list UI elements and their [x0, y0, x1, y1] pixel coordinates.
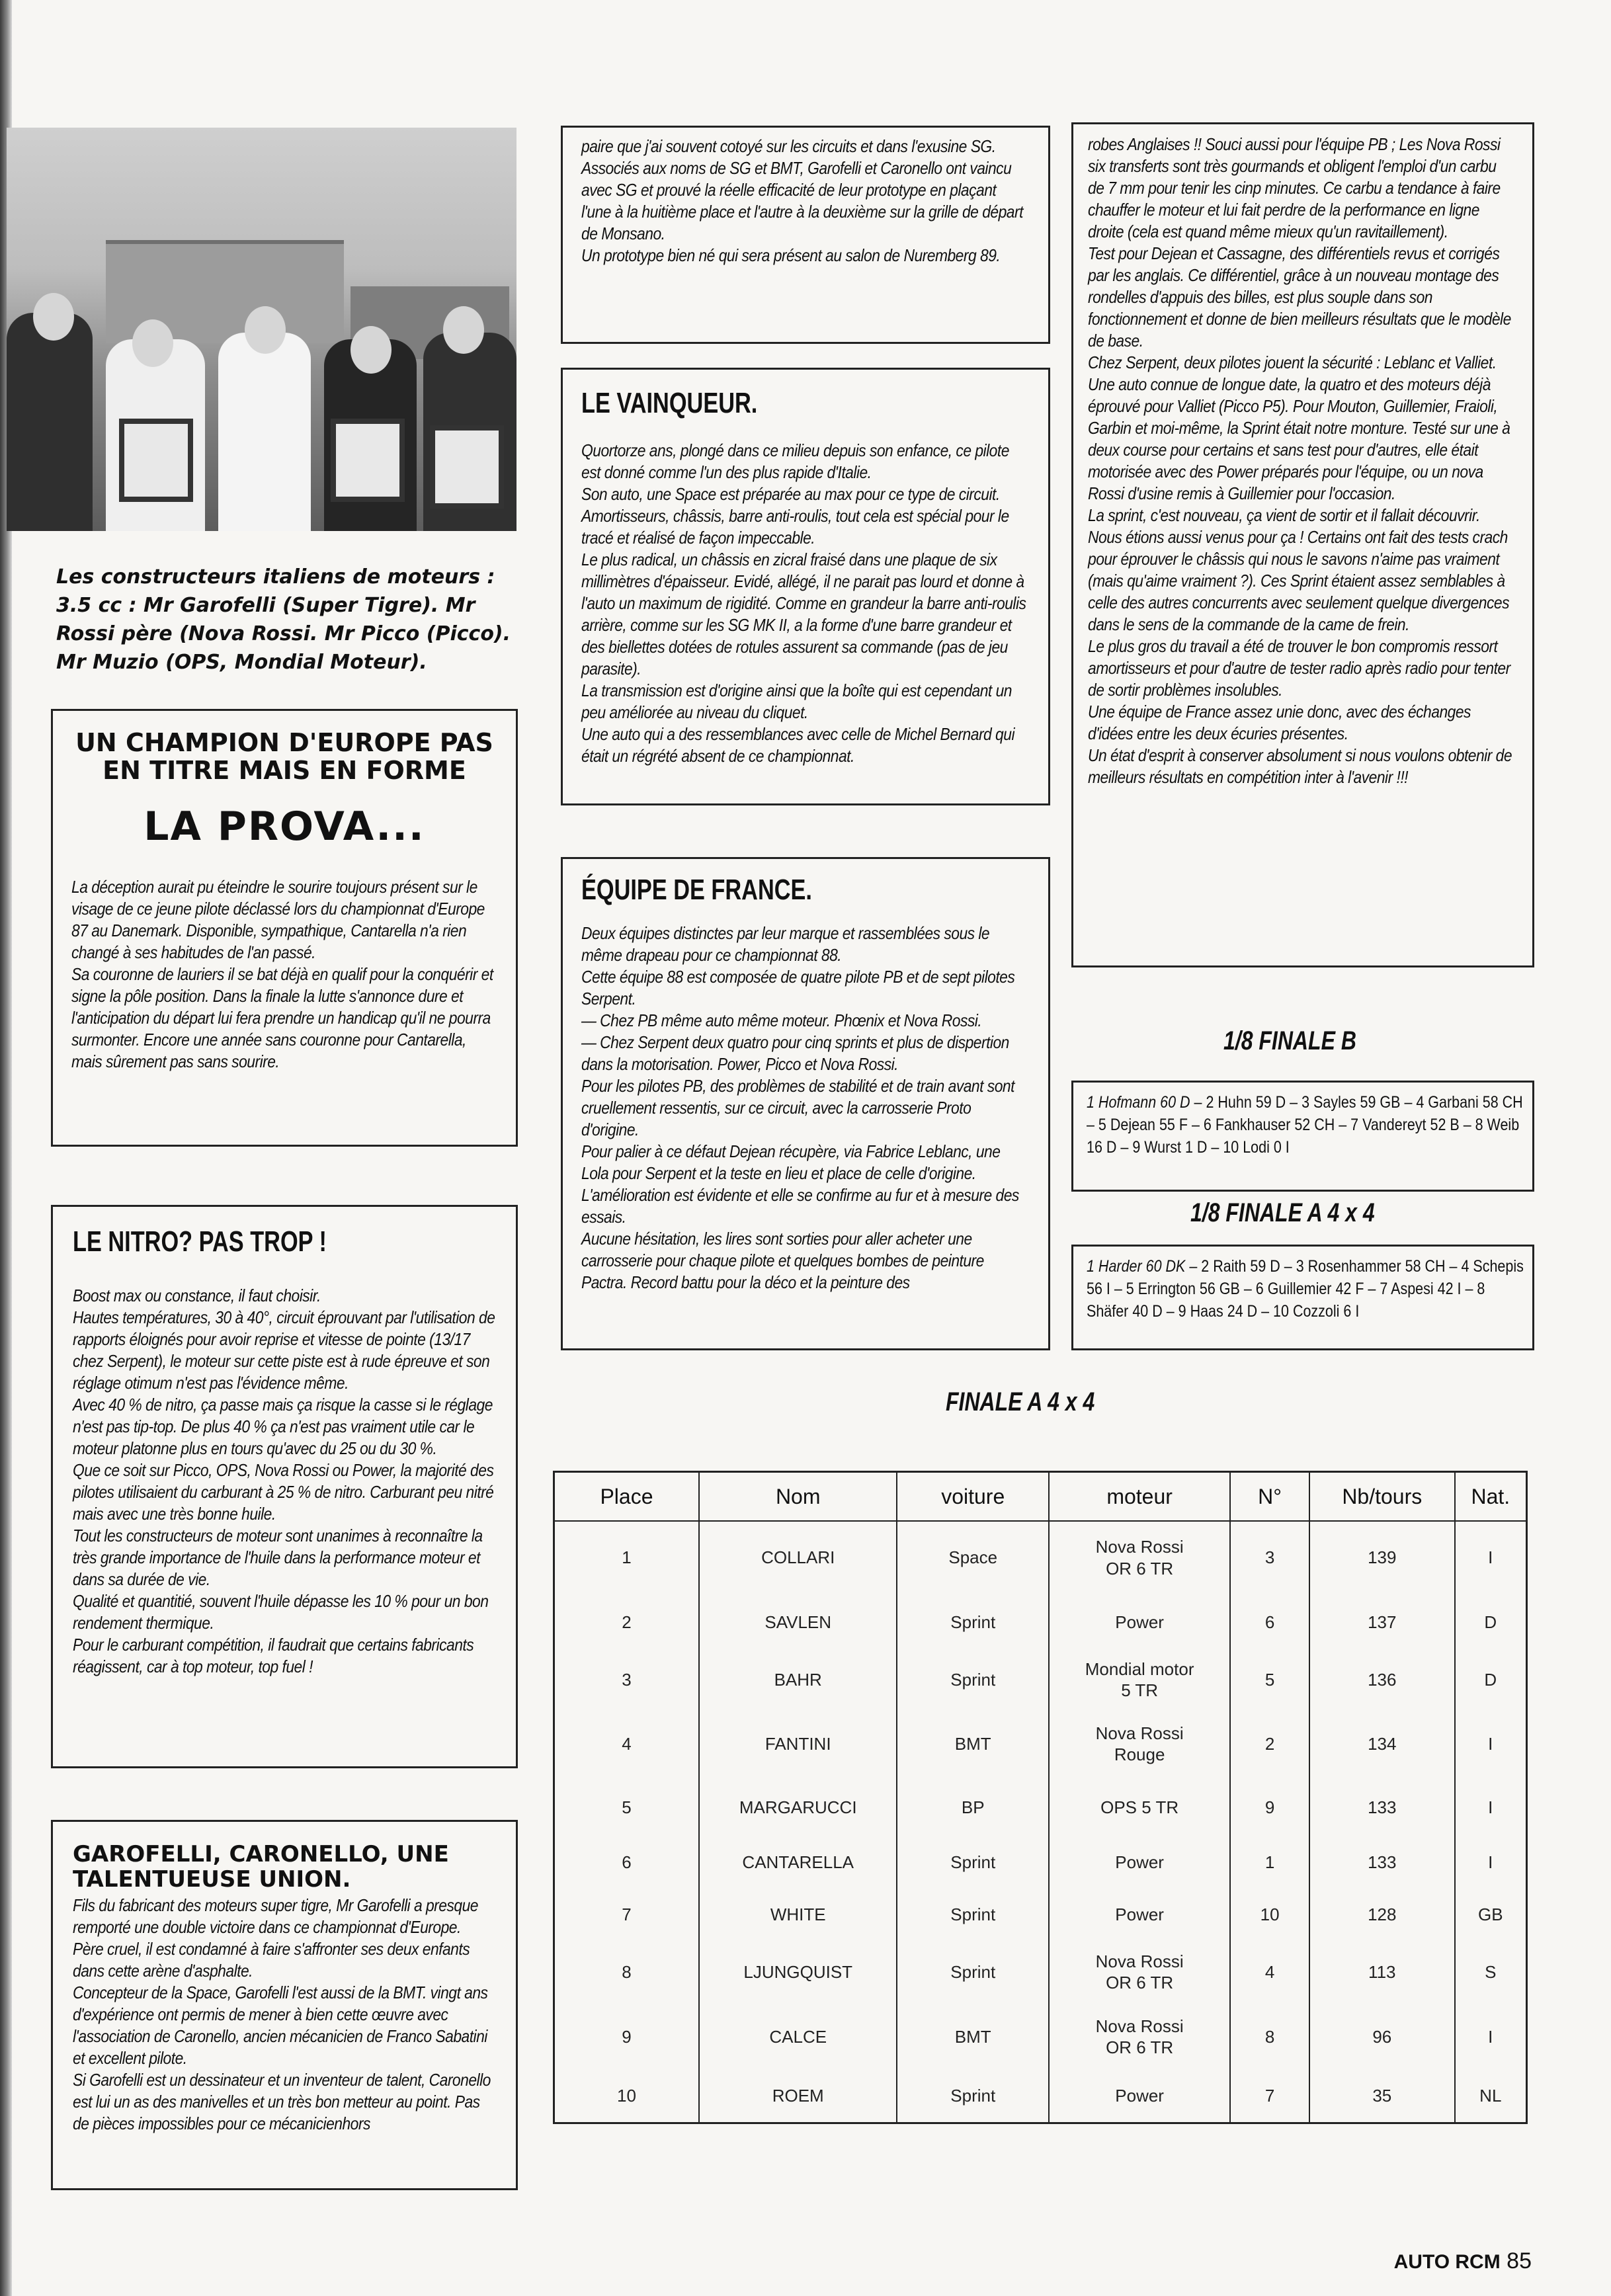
table-cell: 113	[1309, 1940, 1455, 2004]
vainqueur-box	[561, 368, 1050, 805]
table-cell: Power	[1049, 2070, 1230, 2123]
table-cell: I	[1455, 1836, 1527, 1889]
paragraph: Une équipe de France assez unie donc, avec des échanges d'idées entre les deux écuries présentes.	[1088, 702, 1471, 744]
table-cell: 9	[1230, 1779, 1309, 1836]
trophy-plaque	[119, 419, 193, 502]
paragraph: Qualité et quantitié, souvent l'huile dépasse les 10 % pour un bon rendement thermique.	[73, 1591, 489, 1633]
table-cell: I	[1455, 1521, 1527, 1594]
table-cell: 6	[1230, 1594, 1309, 1651]
garofelli-text	[73, 1895, 499, 2135]
table-cell: SAVLEN	[699, 1594, 897, 1651]
table-cell: 134	[1309, 1709, 1455, 1779]
photo-person	[218, 333, 311, 531]
finale-a-box	[1071, 1245, 1534, 1350]
paragraph: — Chez PB même auto même moteur. Phœnix et Nova Rossi.	[581, 1010, 982, 1031]
table-cell: 10	[554, 2070, 699, 2123]
table-cell: BMT	[897, 2004, 1048, 2070]
finale-b-title: 1/8 FINALE B	[1223, 1026, 1356, 1055]
trophy-plaque	[331, 419, 405, 502]
table-cell: 133	[1309, 1779, 1455, 1836]
table-cell: 133	[1309, 1836, 1455, 1889]
podium-photo	[7, 128, 516, 531]
paragraph: Sa couronne de lauriers il se bat déjà en qualif pour la conquérir et signe la pôle position. Dans la finale la lutte s'annonce dure et l'anticipation du départ lui fera prendre un handicap qu'il ne pourra surmonter. Encore une année sans couronne pour Cantarella, mais sûrement pas sans sourire.	[71, 964, 493, 1071]
table-cell: Sprint	[897, 1889, 1048, 1940]
table-row	[554, 1836, 1527, 1889]
paragraph: Aucune hésitation, les lires sont sorties pour aller acheter une carrosserie pour chaque pilote et quelques bombes de peinture Pactra. Record battu pour la déco et la peinture des	[581, 1229, 984, 1293]
table-cell: S	[1455, 1940, 1527, 2004]
table-cell: 136	[1309, 1651, 1455, 1709]
table-cell: 4	[1230, 1940, 1309, 2004]
table-cell: 10	[1230, 1889, 1309, 1940]
sg-box	[561, 126, 1050, 344]
vainqueur-title: LE VAINQUEUR.	[581, 387, 758, 419]
table-header-cell: moteur	[1049, 1472, 1230, 1522]
table-header-cell: Nom	[699, 1472, 897, 1522]
finale-a-others: – 2 Raith 59 D – 3 Rosenhammer 58 CH – 4 Schepis 56 I – 5 Errington 56 GB – 6 Guillemier 42 F – 7 Aspesi 42 I – 8 Shäfer 40 D – 9 Haas 24 D – 10 Cozzoli 6 I	[1087, 1257, 1524, 1321]
table-cell: Sprint	[897, 2070, 1048, 2123]
table-row	[554, 1594, 1527, 1651]
table-cell: 4	[554, 1709, 699, 1779]
sg-text	[581, 136, 1028, 266]
table-cell: Nova Rossi Rouge	[1049, 1709, 1230, 1779]
paragraph: Père cruel, il est condamné à faire s'affronter ses deux enfants dans cette arène d'asphalte.	[73, 1939, 470, 1981]
equipe-title: ÉQUIPE DE FRANCE.	[581, 874, 812, 906]
table-cell: NL	[1455, 2070, 1527, 2123]
table-cell: Power	[1049, 1836, 1230, 1889]
paragraph: Concepteur de la Space, Garofelli l'est aussi de la BMT. vingt ans d'expérience ont permis de mener à bien cette œuvre avec l'association de Caronello, ancien mécanicien de Franco Sabatini et excellent pilote.	[73, 1983, 488, 2069]
champion-heading: UN CHAMPION D'EUROPE PAS EN TITRE MAIS EN FORME	[75, 728, 493, 785]
table-header-cell: Place	[554, 1472, 699, 1522]
table-cell: Nova Rossi OR 6 TR	[1049, 1940, 1230, 2004]
table-cell: I	[1455, 1709, 1527, 1779]
table-cell: 7	[554, 1889, 699, 1940]
table-cell: 8	[1230, 2004, 1309, 2070]
table-cell: CANTARELLA	[699, 1836, 897, 1889]
paragraph: La transmission est d'origine ainsi que la boîte qui est cependant un peu améliorée au niveau du cliquet.	[581, 680, 1012, 723]
paragraph: Pour palier à ce défaut Dejean récupère, via Fabrice Leblanc, une Lola pour Serpent et la teste en lieu et place de celle d'origine. L'amélioration est évidente et elle se confirme au fur et à mesure des essais.	[581, 1141, 1019, 1227]
table-cell: BAHR	[699, 1651, 897, 1709]
table-cell: OPS 5 TR	[1049, 1779, 1230, 1836]
finale-b-winner: 1 Hofmann 60 D	[1087, 1093, 1190, 1112]
paragraph: Test pour Dejean et Cassagne, des différentiels revus et corrigés par les anglais. Ce différentiel, grâce à un nouveau montage des rondelles d'appuis des billes, est plus souple dans son fonctionnement et donne de bien meilleurs résultats que le modèle de base.	[1088, 243, 1511, 351]
table-cell: 2	[554, 1594, 699, 1651]
paragraph: Le plus gros du travail a été de trouver le bon compromis ressort amortisseurs et pour d'autre de tester radio après radio pour tenter de sortir problèmes insolubles.	[1088, 636, 1510, 700]
paragraph: Cette équipe 88 est composée de quatre pilote PB et de sept pilotes Serpent.	[581, 967, 1015, 1009]
paragraph: Associés aux noms de SG et BMT, Garofelli et Caronello ont vaincu avec SG et prouvé la réelle efficacité de leur prototype en plaçant l'une à la huitième place et l'autre à la deuxième sur la grille de départ de Monsano.	[581, 158, 1023, 244]
table-cell: GB	[1455, 1889, 1527, 1940]
table-row	[554, 1779, 1527, 1836]
paragraph: Un état d'esprit à conserver absolument si nous voulons obtenir de meilleurs résultats en compétition inter à l'avenir !!!	[1088, 745, 1512, 788]
paragraph: Le plus radical, un châssis en zicral fraisé dans une plaque de six millimètres d'épaisseur. Evidé, allégé, il ne parait pas lourd et donne à l'auto un maximum de rigidité. Comme en grandeur la barre anti-roulis arrière, comme sur les SG MK II, a la forme d'une barre grandeur et des biellettes dotées de rotules assurent sa commande (pas de jeu parasite).	[581, 550, 1026, 679]
photo-person	[7, 313, 93, 531]
paragraph: La déception aurait pu éteindre le sourire toujours présent sur le visage de ce jeune pilote déclassé lors du championnat d'Europe 87 au Danemark. Disponible, sympathique, Cantarella n'a rien changé à ses habitudes de l'an passé.	[71, 876, 485, 962]
finale-b-others: – 2 Huhn 59 D – 3 Sayles 59 GB – 4 Garbani 58 CH – 5 Dejean 55 F – 6 Fankhauser 52 CH – 7 Vandereyt 52 B – 8 Weib 16 D – 9 Wurst 1 D – 10 Lodi 0 I	[1087, 1093, 1523, 1157]
table-cell: BP	[897, 1779, 1048, 1836]
table-cell: 9	[554, 2004, 699, 2070]
paragraph: Tout les constructeurs de moteur sont unanimes à reconnaître la très grande importance de l'huile dans la performance moteur et dans sa durée de vie.	[73, 1526, 483, 1590]
photo-person	[245, 306, 286, 354]
table-cell: CALCE	[699, 2004, 897, 2070]
vainqueur-text	[581, 440, 1029, 767]
table-cell: 1	[554, 1521, 699, 1594]
finale-table-title: FINALE A 4 x 4	[946, 1387, 1095, 1416]
table-cell: 2	[1230, 1709, 1309, 1779]
nitro-text	[73, 1285, 499, 1678]
table-cell: I	[1455, 2004, 1527, 2070]
table-cell: 137	[1309, 1594, 1455, 1651]
table-cell: Sprint	[897, 1594, 1048, 1651]
photo-person	[351, 326, 392, 374]
paragraph: — Chez Serpent deux quatro pour cinq sprints et plus de dispertion dans la motorisation. Power, Picco et Nova Rossi.	[581, 1032, 1009, 1075]
table-cell: D	[1455, 1594, 1527, 1651]
paragraph: Boost max ou constance, il faut choisir.	[73, 1286, 321, 1305]
trophy-plaque	[430, 425, 504, 509]
table-row	[554, 1889, 1527, 1940]
paragraph: La sprint, c'est nouveau, ça vient de sortir et il fallait découvrir. Nous étions aussi venus pour ça ! Certains ont fait des tests crach pour éprouver le châssis qui nous le savons n'aime pas vraiment (mais qu'aime vraiment ?). Ces Sprint étaient assez semblables à celle des autres concurrents avec seulement quelque divergences dans le sens de la commande de la came de frein.	[1088, 505, 1510, 635]
paragraph: Son auto, une Space est préparée au max pour ce type de circuit. Amortisseurs, châssis, barre anti-roulis, tout cela est spécial pour le tracé et réalisé de façon impeccable.	[581, 484, 1009, 548]
table-header-row	[554, 1472, 1527, 1522]
table-cell: 139	[1309, 1521, 1455, 1594]
paragraph: Chez Serpent, deux pilotes jouent la sécurité : Leblanc et Valliet. Une auto connue de longue date, la quatro et des moteurs déjà éprouvé pour Valliet (Picco P5). Pour Mouton, Guillemier, Fraioli, Garbin et moi-même, la Sprint était notre monture. Testé sur une à deux course pour certains et sans test pour d'autres, elle était motorisée avec des Power préparés pour l'équipe, ou un nova Rossi d'usine remis à Guillemier pour l'occasion.	[1088, 352, 1510, 504]
table-cell: I	[1455, 1779, 1527, 1836]
paragraph: Un prototype bien né qui sera présent au salon de Nuremberg 89.	[581, 245, 1001, 266]
finale-results-table	[553, 1471, 1528, 2124]
table-cell: Nova Rossi OR 6 TR	[1049, 2004, 1230, 2070]
table-cell: WHITE	[699, 1889, 897, 1940]
table-cell: 1	[1230, 1836, 1309, 1889]
table-cell: Sprint	[897, 1651, 1048, 1709]
equipe-text	[581, 922, 1029, 1293]
table-row	[554, 2004, 1527, 2070]
table-cell: 128	[1309, 1889, 1455, 1940]
paragraph: Si Garofelli est un dessinateur et un inventeur de talent, Caronello est lui un as des manivelles et un très bon metteur au point. Pas de pièces impossibles pour ce mécanicienhors	[73, 2070, 491, 2134]
photo-person	[132, 319, 173, 367]
paragraph: Une auto qui a des ressemblances avec celle de Michel Bernard qui était un régrété absent de ce championnat.	[581, 724, 1015, 766]
paragraph: Quortorze ans, plongé dans ce milieu depuis son enfance, ce pilote est donné comme l'un des plus rapide d'Italie.	[581, 440, 1009, 483]
table-cell: 3	[554, 1651, 699, 1709]
finale-a-title: 1/8 FINALE A 4 x 4	[1190, 1198, 1375, 1227]
finale-a-winner: 1 Harder 60 DK	[1087, 1257, 1186, 1276]
champion-box	[51, 709, 518, 1147]
table-cell: 5	[1230, 1651, 1309, 1709]
finale-b-box	[1071, 1081, 1534, 1192]
photo-person	[33, 293, 74, 341]
paragraph: Fils du fabricant des moteurs super tigre, Mr Garofelli a presque remporté une double victoire dans ce championnat d'Europe.	[73, 1895, 478, 1938]
table-row	[554, 1521, 1527, 1594]
table-cell: Power	[1049, 1594, 1230, 1651]
table-cell: Nova Rossi OR 6 TR	[1049, 1521, 1230, 1594]
table-cell: Space	[897, 1521, 1048, 1594]
finale-b-results	[1087, 1092, 1528, 1159]
table-cell: 8	[554, 1940, 699, 2004]
paragraph: Hautes températures, 30 à 40°, circuit éprouvant par l'utilisation de rapports éloignés pour avoir reprise et vitesse de pointe (13/17 chez Serpent), le moteur sur cette piste est à rude épreuve et son réglage otimum n'est pas l'évidence même.	[73, 1307, 495, 1393]
table-cell: LJUNGQUIST	[699, 1940, 897, 2004]
table-cell: MARGARUCCI	[699, 1779, 897, 1836]
champion-title: LA PROVA...	[144, 803, 425, 850]
nitro-box	[51, 1205, 518, 1768]
table-cell: Mondial motor 5 TR	[1049, 1651, 1230, 1709]
garofelli-title: GAROFELLI, CARONELLO, UNE TALENTUEUSE UNION.	[73, 1841, 449, 1893]
table-header-cell: Nb/tours	[1309, 1472, 1455, 1522]
page-footer	[1394, 2248, 1532, 2274]
table-cell: 6	[554, 1836, 699, 1889]
anglaises-box	[1071, 122, 1534, 967]
table-cell: 5	[554, 1779, 699, 1836]
nitro-title: LE NITRO? PAS TROP !	[73, 1225, 327, 1258]
table-cell: 35	[1309, 2070, 1455, 2123]
finale-a-results	[1087, 1256, 1528, 1323]
anglaises-text	[1088, 134, 1513, 788]
paragraph: Avec 40 % de nitro, ça passe mais ça risque la casse si le réglage n'est pas tip-top. De plus 40 % ça n'est pas vraiment utile car le moteur platonne plus en tours qu'avec du 25 ou du 30 %.	[73, 1395, 493, 1459]
table-header-cell: voiture	[897, 1472, 1048, 1522]
table-cell: 3	[1230, 1521, 1309, 1594]
table-cell: 7	[1230, 2070, 1309, 2123]
magazine-name: AUTO RCM	[1393, 2251, 1501, 2273]
table-cell: Sprint	[897, 1836, 1048, 1889]
table-cell: ROEM	[699, 2070, 897, 2123]
table-header-cell: N°	[1230, 1472, 1309, 1522]
paragraph: Pour les pilotes PB, des problèmes de stabilité et de train avant sont cruellement ressentis, sur ce circuit, avec la carrosserie Proto d'origine.	[581, 1076, 1014, 1140]
table-cell: Sprint	[897, 1940, 1048, 2004]
table-row	[554, 1940, 1527, 2004]
table-cell: COLLARI	[699, 1521, 897, 1594]
champion-text	[71, 876, 499, 1073]
paragraph: robes Anglaises !! Souci aussi pour l'équipe PB ; Les Nova Rossi six transferts sont très gourmands et obligent l'emploi d'un carbu de 7 mm pour tenir les cinp minutes. Ce carbu a tendance à faire chauffer le moteur et lui fait perdre de la performance en ligne droite (cela est quand même mieux qu'un ravitaillement).	[1088, 134, 1501, 242]
table-row	[554, 2070, 1527, 2123]
table-cell: BMT	[897, 1709, 1048, 1779]
equipe-box	[561, 857, 1050, 1350]
table-row	[554, 1651, 1527, 1709]
paragraph: paire que j'ai souvent cotoyé sur les circuits et dans l'exusine SG.	[581, 136, 996, 156]
table-cell: 96	[1309, 2004, 1455, 2070]
photo-caption: Les constructeurs italiens de moteurs : 3.5 cc : Mr Garofelli (Super Tigre). Mr Rossi père (Nova Rossi. Mr Picco (Picco). Mr Muzio (OPS, Mondial Moteur).	[56, 565, 511, 674]
page-number: 85	[1507, 2248, 1532, 2274]
paragraph: Deux équipes distinctes par leur marque et rassemblées sous le même drapeau pour ce championnat 88.	[581, 923, 990, 965]
table-cell: FANTINI	[699, 1709, 897, 1779]
garofelli-box	[51, 1820, 518, 2190]
table-row	[554, 1709, 1527, 1779]
paragraph: Que ce soit sur Picco, OPS, Nova Rossi ou Power, la majorité des pilotes utilisaient du carburant à 25 % de nitro. Carburant peu nitré mais avec une très bonne huile.	[73, 1460, 494, 1524]
table-cell: D	[1455, 1651, 1527, 1709]
paragraph: Pour le carburant compétition, il faudrait que certains fabricants réagissent, car à top moteur, top fuel !	[73, 1635, 474, 1677]
table-cell: Power	[1049, 1889, 1230, 1940]
photo-person	[443, 306, 484, 354]
table-header-cell: Nat.	[1455, 1472, 1527, 1522]
